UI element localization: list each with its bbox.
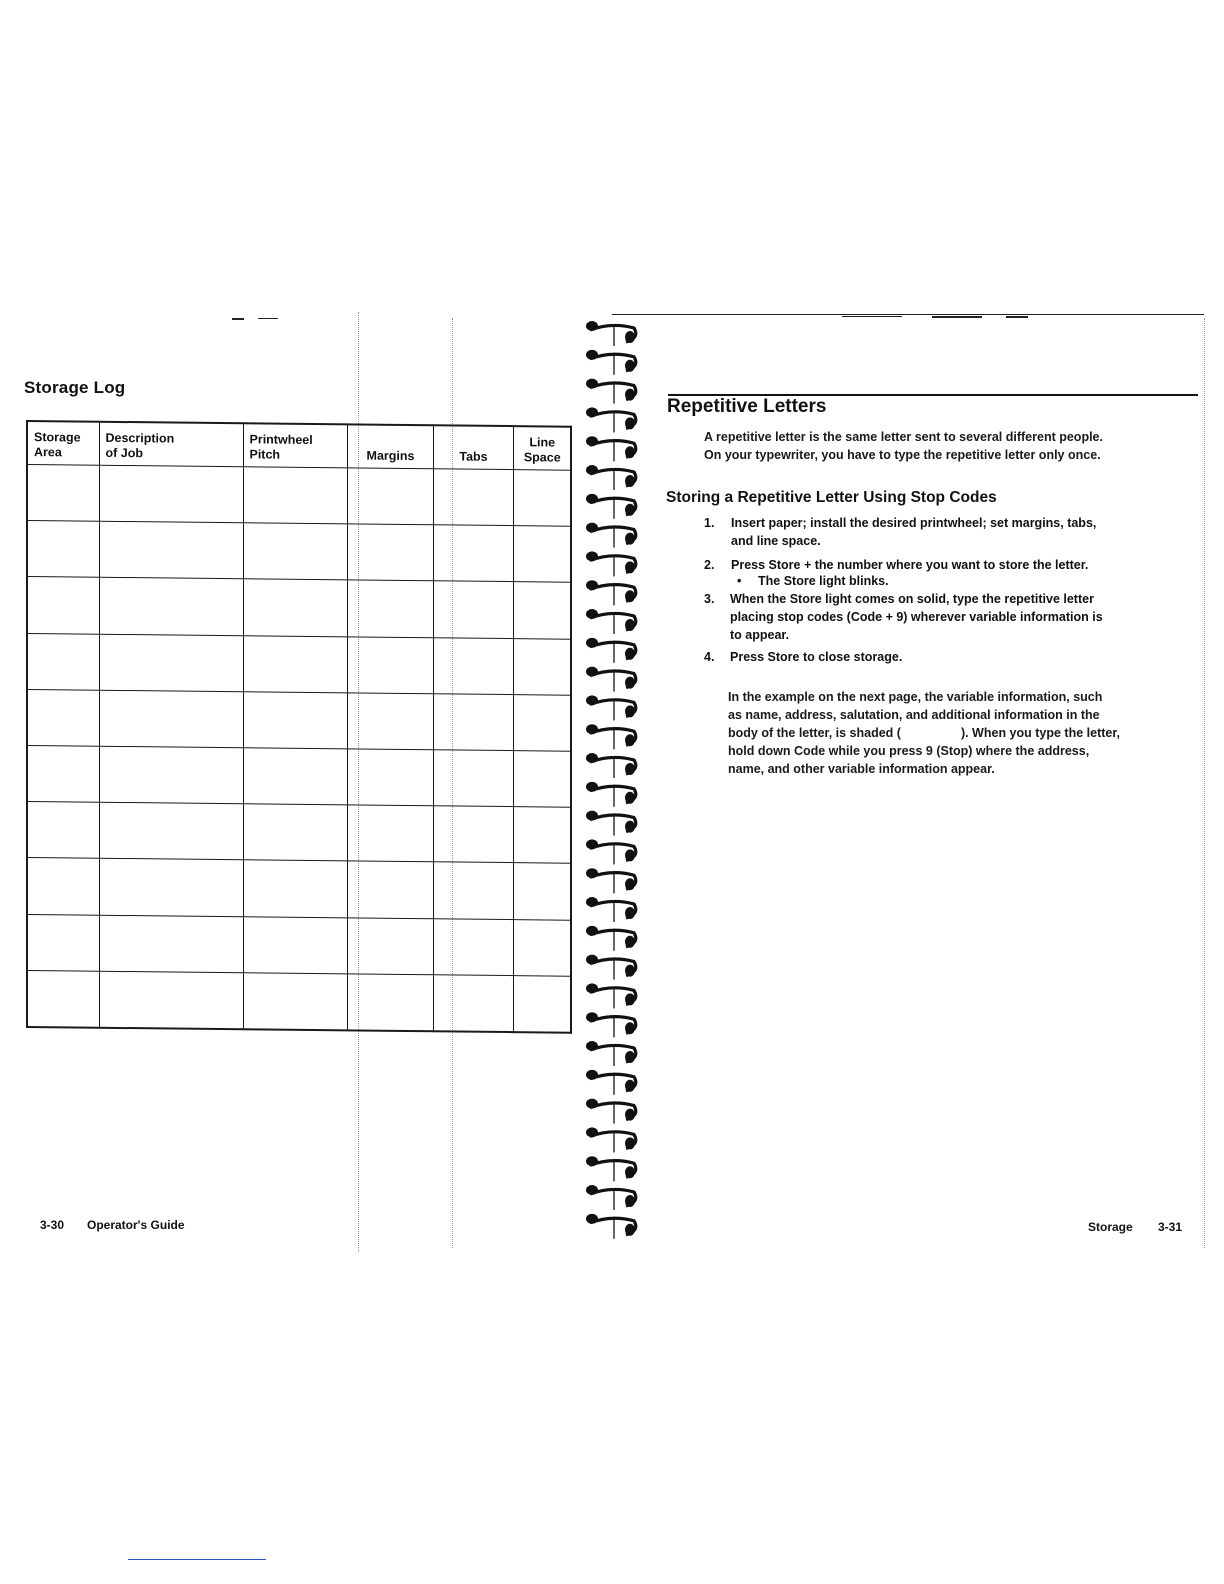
table-row xyxy=(27,689,571,751)
table-cell xyxy=(27,465,99,522)
example-paragraph xyxy=(728,688,1198,778)
table-cell xyxy=(513,863,571,920)
table-cell xyxy=(27,914,99,971)
table-cell xyxy=(347,861,433,918)
table-cell xyxy=(347,580,433,637)
table-cell xyxy=(243,579,347,636)
table-cell xyxy=(243,916,347,973)
table-cell xyxy=(99,690,243,748)
table-cell xyxy=(513,470,571,527)
spiral-coil xyxy=(586,667,636,692)
subheading: Storing a Repetitive Letter Using Stop Codes xyxy=(666,489,997,506)
table-row xyxy=(27,858,571,920)
spiral-coil xyxy=(586,1070,636,1095)
example-line: In the example on the next page, the variable information, such xyxy=(728,690,1103,704)
spiral-coil xyxy=(586,695,636,720)
table-cell xyxy=(27,689,99,746)
table-cell xyxy=(433,918,513,975)
step-line: placing stop codes (Code + 9) wherever variable information is xyxy=(730,610,1103,624)
table-cell xyxy=(433,750,513,807)
table-cell xyxy=(243,523,347,580)
table-cell xyxy=(243,804,347,861)
column-header-line-space: Line Space xyxy=(513,426,571,470)
column-header-tabs: Tabs xyxy=(433,425,513,469)
section-title: Repetitive Letters xyxy=(667,396,827,417)
table-cell xyxy=(433,525,513,582)
spiral-coil xyxy=(586,724,636,749)
table-cell xyxy=(99,465,243,523)
table-row xyxy=(27,970,571,1033)
table-cell xyxy=(99,971,243,1029)
table-cell xyxy=(347,974,433,1032)
intro-paragraph xyxy=(704,428,1194,464)
table-cell xyxy=(433,974,513,1032)
spiral-coil xyxy=(586,811,636,836)
spiral-coil xyxy=(586,436,636,461)
spiral-coil xyxy=(586,983,636,1008)
spiral-coil xyxy=(586,379,636,404)
example-line: hold down Code while you press 9 (Stop) where the address, xyxy=(728,744,1090,758)
table-cell xyxy=(433,862,513,919)
spiral-coil xyxy=(586,350,636,375)
step-number: 1. xyxy=(704,516,715,530)
footer-title: Operator's Guide xyxy=(87,1218,185,1232)
table-cell xyxy=(347,917,433,974)
table-cell xyxy=(513,694,571,751)
table-cell xyxy=(243,972,347,1030)
scan-mark xyxy=(258,318,278,319)
table-row xyxy=(27,465,571,527)
table-cell xyxy=(433,637,513,694)
spiral-coil xyxy=(586,494,636,519)
page-number: 3-30 xyxy=(40,1218,65,1232)
table-cell xyxy=(513,638,571,695)
step-number: 3. xyxy=(704,592,715,606)
table-cell xyxy=(27,577,99,634)
scan-mark xyxy=(842,316,902,317)
table-cell xyxy=(99,746,243,804)
table-cell xyxy=(347,636,433,693)
spiral-coil xyxy=(586,638,636,663)
spiral-coil xyxy=(586,926,636,951)
scan-mark xyxy=(1006,316,1028,318)
step-line: Insert paper; install the desired printwheel; set margins, tabs, xyxy=(731,516,1097,530)
table-cell xyxy=(27,802,99,859)
table-cell xyxy=(27,970,99,1028)
table-cell xyxy=(27,521,99,578)
table-cell xyxy=(513,807,571,864)
step-3-text: When the Store light comes on solid, type the repetitive letter placing stop codes (Code + 9) wherever variable information is to appear. xyxy=(730,590,1190,644)
column-header-storage-area: Storage Area xyxy=(27,421,99,465)
table-cell xyxy=(347,468,433,525)
table-cell xyxy=(99,578,243,636)
spiral-coil xyxy=(586,580,636,605)
table-cell xyxy=(243,748,347,805)
table-cell xyxy=(513,526,571,583)
spiral-coil xyxy=(586,551,636,576)
table-cell xyxy=(99,915,243,973)
table-row xyxy=(27,577,571,639)
spiral-coil xyxy=(586,868,636,893)
scan-fold-line xyxy=(1204,318,1205,1248)
step-number: 2. xyxy=(704,558,715,572)
table-row xyxy=(27,914,571,976)
spiral-coil xyxy=(586,1127,636,1152)
spiral-binding xyxy=(578,312,648,1242)
table-row xyxy=(27,633,571,695)
table-cell xyxy=(243,635,347,692)
table-cell xyxy=(99,859,243,917)
table-cell xyxy=(513,975,571,1032)
underline-link-mark xyxy=(128,1559,266,1560)
intro-line: A repetitive letter is the same letter sent to several different people. xyxy=(704,430,1103,444)
table-cell xyxy=(99,802,243,860)
page-top-rule xyxy=(612,314,1204,315)
spiral-coil xyxy=(586,839,636,864)
step-number: 4. xyxy=(704,650,715,664)
intro-line: On your typewriter, you have to type the repetitive letter only once. xyxy=(704,448,1101,462)
table-cell xyxy=(433,806,513,863)
bullet-icon: • xyxy=(737,574,742,588)
table-cell xyxy=(27,745,99,802)
table-cell xyxy=(433,694,513,751)
spiral-coil xyxy=(586,407,636,432)
storage-log-table xyxy=(26,420,572,1034)
spiral-coil xyxy=(586,321,636,346)
table-body xyxy=(27,465,571,1033)
table-cell xyxy=(433,469,513,526)
column-header-printwheel-pitch: Printwheel Pitch xyxy=(243,423,347,468)
step-1-text xyxy=(731,514,1191,550)
spiral-coil xyxy=(586,1041,636,1066)
scan-mark xyxy=(232,318,244,320)
table-cell xyxy=(513,582,571,639)
spiral-coil xyxy=(586,955,636,980)
table-cell xyxy=(513,919,571,976)
table-cell xyxy=(347,749,433,806)
scan-mark xyxy=(932,316,982,318)
spiral-coil xyxy=(586,753,636,778)
spiral-coil xyxy=(586,1185,636,1210)
page-number: 3-31 xyxy=(1158,1220,1183,1234)
example-line: name, and other variable information appear. xyxy=(728,762,995,776)
step-line: to appear. xyxy=(730,628,790,642)
page-title: Storage Log xyxy=(24,378,126,397)
table-cell xyxy=(513,751,571,808)
spiral-coil xyxy=(586,523,636,548)
table-header-row xyxy=(27,421,571,470)
step-4-text: Press Store to close storage. xyxy=(730,650,903,664)
spiral-coil xyxy=(586,1214,636,1239)
table-cell xyxy=(99,521,243,579)
table-cell xyxy=(433,581,513,638)
spiral-coil xyxy=(586,1156,636,1181)
spiral-coil xyxy=(586,1099,636,1124)
step-2-text: Press Store + the number where you want to store the letter. xyxy=(731,558,1089,572)
table-cell xyxy=(99,634,243,692)
table-row xyxy=(27,521,571,583)
table-row xyxy=(27,745,571,807)
table-cell xyxy=(347,805,433,862)
example-line: body of the letter, is shaded ( ). When you type the letter, xyxy=(728,726,1120,740)
spiral-coil xyxy=(586,1012,636,1037)
step-line: and line space. xyxy=(731,534,821,548)
column-header-margins: Margins xyxy=(347,424,433,468)
step-2-bullet-text: The Store light blinks. xyxy=(758,574,889,588)
table-cell xyxy=(27,633,99,690)
example-line: as name, address, salutation, and additional information in the xyxy=(728,708,1100,722)
spiral-coil xyxy=(586,897,636,922)
spiral-coil xyxy=(586,782,636,807)
table-row xyxy=(27,802,571,864)
spiral-coil xyxy=(586,465,636,490)
table-cell xyxy=(243,860,347,917)
table-cell xyxy=(243,692,347,749)
column-header-description: Description of Job xyxy=(99,422,243,467)
table-cell xyxy=(347,693,433,750)
table-cell xyxy=(27,858,99,915)
footer-title: Storage xyxy=(1088,1220,1133,1234)
table-cell xyxy=(347,524,433,581)
spiral-coil xyxy=(586,609,636,634)
table-cell xyxy=(243,467,347,524)
